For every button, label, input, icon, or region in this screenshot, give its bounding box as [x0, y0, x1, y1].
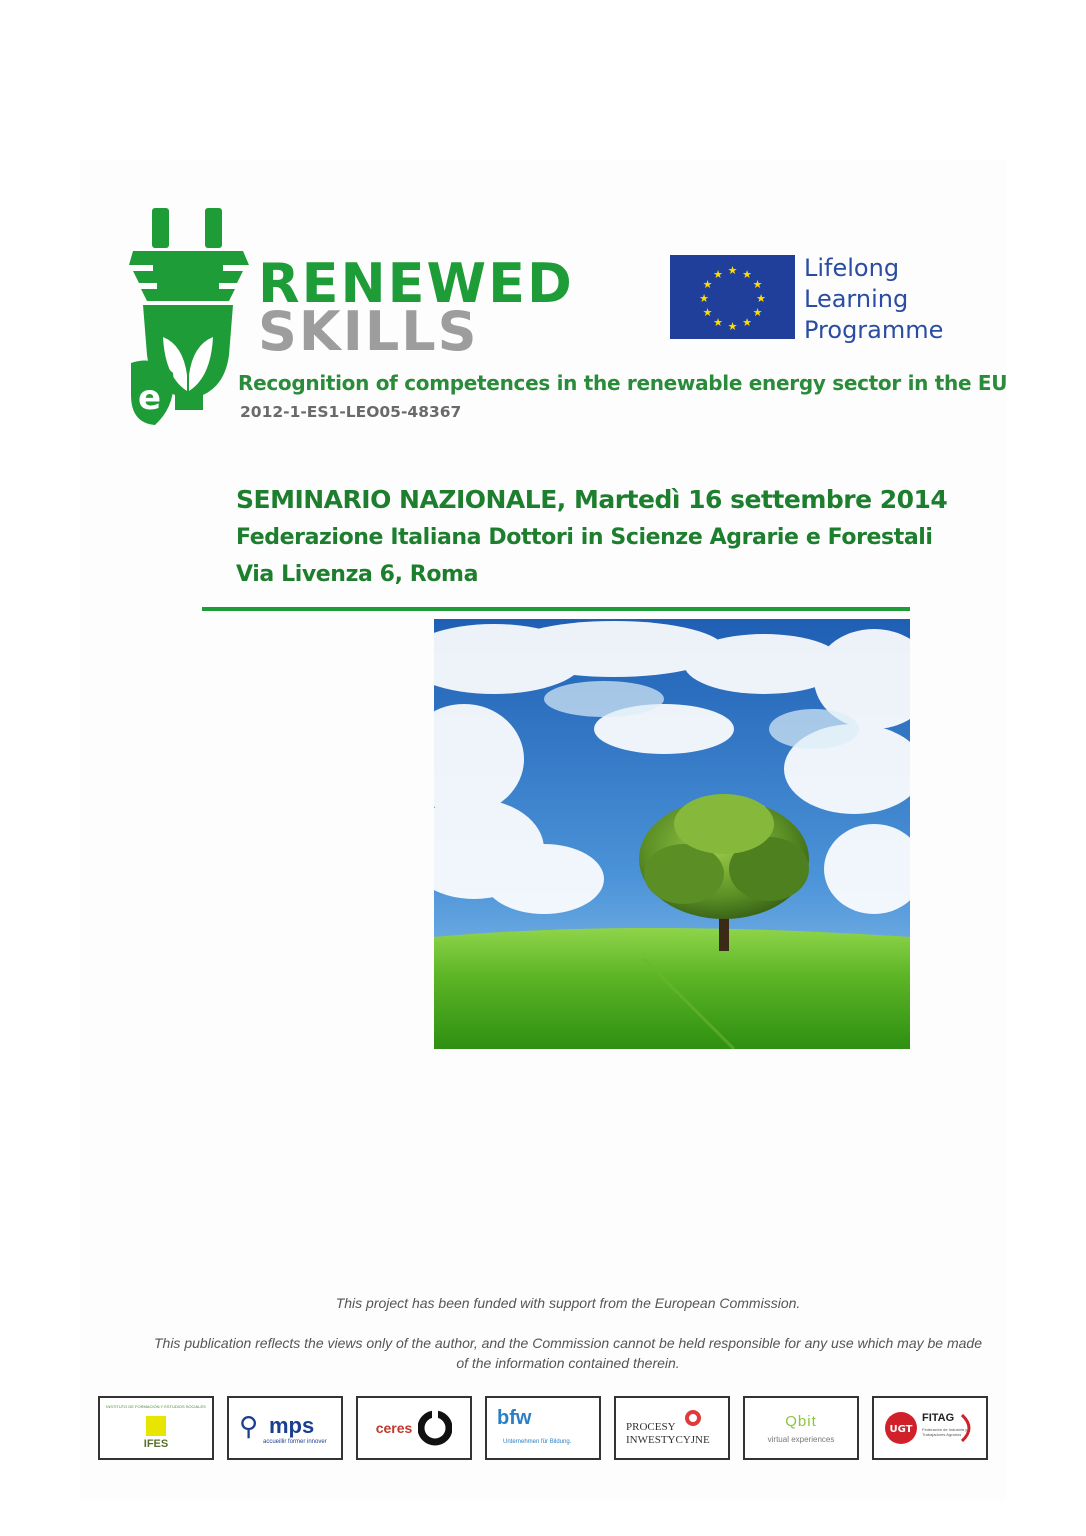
project-tagline: Recognition of competences in the renewable energy sector in the EU — [238, 371, 1008, 395]
partner-logo-mps — [227, 1396, 343, 1460]
procesy-name-line2: INWESTYCYJNE — [626, 1434, 710, 1446]
mps-name: mps — [269, 1413, 315, 1438]
partner-logo-ceres — [356, 1396, 472, 1460]
partner-logo-ifes — [98, 1396, 214, 1460]
plug-leaf-icon — [125, 205, 255, 435]
fitag-tagline: Federación de Industria y Trabajadores Agrarios — [922, 1427, 968, 1437]
logo-renewed-text: RENEWED — [258, 252, 574, 315]
lifelong-learning-programme-logo — [670, 253, 970, 343]
renewed-skills-logo — [125, 205, 574, 435]
eu-flag-icon — [670, 255, 795, 339]
svg-text:★: ★ — [699, 292, 709, 305]
ceres-name: ceres — [375, 1420, 413, 1436]
llp-text — [804, 253, 943, 346]
ugt-badge-icon — [884, 1411, 918, 1445]
funding-disclaimer — [130, 1283, 1006, 1371]
disclaimer-responsibility: This publication reflects the views only of the author, and the Commission cannot be held responsible for any use which may be made of the information contained therein. — [153, 1335, 982, 1371]
partner-logo-bfw — [485, 1396, 601, 1460]
mps-figures-icon: ⚲ — [239, 1411, 259, 1441]
ifes-name: IFES — [143, 1438, 169, 1450]
svg-text:★: ★ — [713, 268, 723, 281]
svg-text:★: ★ — [752, 278, 763, 291]
logo-e-letter: e — [138, 378, 162, 418]
seminar-address: Via Livenza 6, Roma — [236, 562, 479, 587]
qbit-tagline: virtual experiences — [767, 1435, 835, 1444]
bfw-tagline: Unternehmen für Bildung. — [503, 1439, 572, 1445]
bfw-name: bfw — [497, 1407, 532, 1429]
svg-text:★: ★ — [727, 264, 738, 277]
fitag-arc-icon — [960, 1413, 978, 1443]
partner-logo-procesy-inwestycyjne — [614, 1396, 730, 1460]
partner-logo-qbit — [743, 1396, 859, 1460]
qbit-name: Qbit — [785, 1413, 817, 1430]
ifes-square-icon — [146, 1416, 166, 1436]
llp-line-2: Learning — [804, 285, 909, 313]
svg-text:★: ★ — [702, 306, 713, 319]
green-divider — [202, 607, 910, 611]
svg-text:★: ★ — [742, 268, 752, 281]
seminar-venue: Federazione Italiana Dottori in Scienze Agrarie e Forestali — [236, 525, 933, 550]
svg-text:★: ★ — [756, 292, 766, 305]
svg-text:★: ★ — [752, 306, 763, 319]
svg-text:★: ★ — [702, 278, 713, 291]
partner-logos — [98, 1396, 988, 1464]
logo-skills-text: SKILLS — [258, 300, 479, 363]
fitag-label: FITAG — [922, 1412, 955, 1424]
procesy-circle-icon — [684, 1409, 702, 1427]
partner-logo-fitag — [872, 1396, 988, 1460]
mps-tagline: accueillir former innover — [263, 1439, 327, 1445]
svg-text:★: ★ — [742, 316, 752, 329]
llp-line-3: Programme — [804, 316, 944, 344]
svg-text:★: ★ — [713, 316, 723, 329]
ifes-tagline: INSTITUTO DE FORMACIÓN Y ESTUDIOS SOCIALES — [106, 1404, 206, 1409]
project-code: 2012-1-ES1-LEO05-48367 — [240, 403, 462, 421]
seminar-heading — [236, 481, 996, 593]
ceres-ring-icon — [418, 1409, 452, 1447]
disclaimer-funding: This project has been funded with support from the European Commission. — [335, 1295, 801, 1311]
seminar-title: SEMINARIO NAZIONALE, Martedì 16 settembre 2014 — [236, 485, 948, 514]
llp-line-1: Lifelong — [804, 254, 900, 282]
svg-text:★: ★ — [727, 320, 738, 333]
tree-landscape-image — [434, 619, 910, 1049]
procesy-name-line1: PROCESY — [626, 1421, 676, 1433]
ugt-name: UGT — [889, 1424, 913, 1435]
